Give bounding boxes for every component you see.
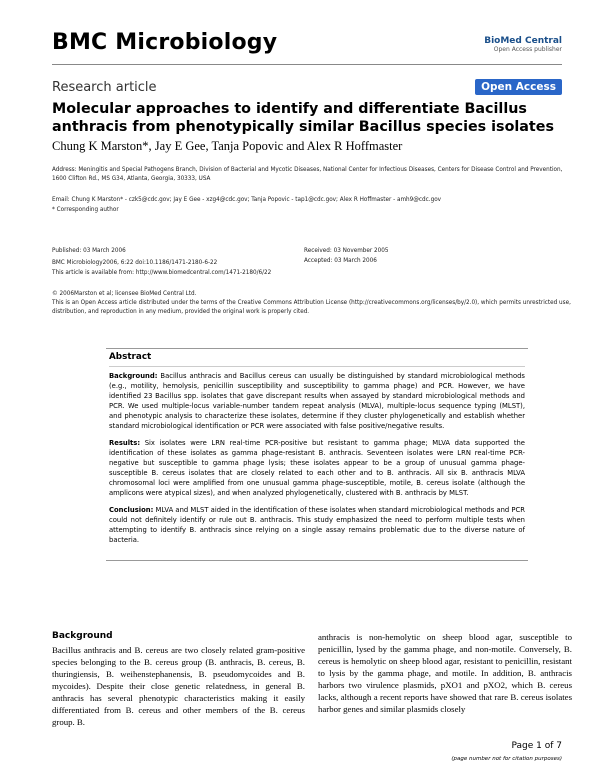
- abstract-heading: Abstract: [109, 352, 525, 367]
- published-date: Published: 03 March 2006: [52, 248, 126, 254]
- abstract-background-label: Background:: [109, 372, 158, 380]
- copyright-line: © 2006Marston et al; licensee BioMed Central Ltd.: [52, 291, 197, 297]
- accepted-date: Accepted: 03 March 2006: [304, 258, 377, 264]
- abstract-background-text: Bacillus anthracis and Bacillus cereus can usually be distinguished by standard microbiological methods (e.g., motility, hemolysis, penicillin susceptibility and susceptibility to gamma phage) and PCR. However, we have identified 23 Bacillus spp. isolates that gave discrepant results when assayed by standard microbiological methods and PCR. We used multiple-locus variable-number tandem repeat analysis (MLVA), multiple-locus sequence typing (MLST), and phenotypic analysis to characterize these isolates, determine if they cluster phylogenetically and establish whether standard microbiological identification or PCR were associated with false positive/negative results.: [109, 372, 525, 430]
- page-number: Page 1 of 7: [511, 741, 562, 751]
- author-list: Chung K Marston*, Jay E Gee, Tanja Popovic and Alex R Hoffmaster: [52, 139, 403, 153]
- abstract-conclusion: [109, 505, 525, 545]
- body-column-right: anthracis is non-hemolytic on sheep blood agar, susceptible to penicillin, lysed by the gamma phage, and non-motile. Conversely, B. cereus is hemolytic on sheep blood agar, resistant to penicillin, resistant to lysis by the gamma phage, and motile. In addition, B. anthracis harbors two virulence plasmids, pXO1 and pXO2, which B. cereus lacks, although a recent reports have showed that rare B. cereus isolates harbor genes and similar plasmids closely: [318, 632, 572, 714]
- received-date: Received: 03 November 2005: [304, 248, 389, 254]
- abstract-results: [109, 438, 525, 498]
- abstract-results-text: Six isolates were LRN real-time PCR-positive but resistant to gamma phage; MLVA data supported the identification of these isolates as gamma phage-resistant B. anthracis. Seventeen isolates were LRN real-time PCR-negative but susceptible to gamma phage lysis; these isolates appear to be a group of unusual gamma phage-susceptible B. cereus isolates that are closely related to each other and to B. anthracis. All six B. anthracis MLVA chromosomal loci were amplified from one unusual gamma phage-susceptible, motile, B. cereus isolate (although the amplicons were atypical sizes), and when analyzed phylogenetically, clustered with B. anthracis by MLST.: [109, 439, 525, 497]
- journal-name: BMC Microbiology: [52, 30, 278, 55]
- publisher-tagline: Open Access publisher: [493, 46, 562, 53]
- license-text: This is an Open Access article distributed under the terms of the Creative Commons Attribution License (http://creativecommons.org/licenses/by/2.0), which permits unrestricted use, distribution, and reproduction in any medium, provided the original work is properly cited.: [52, 300, 571, 315]
- abstract-background: [109, 371, 525, 431]
- publisher-name: BioMed Central: [484, 36, 562, 46]
- page-note: (page number not for citation purposes): [451, 756, 562, 762]
- section-heading-background: Background: [52, 631, 113, 641]
- corresponding-note: * Corresponding author: [52, 207, 119, 213]
- author-emails: Email: Chung K Marston* - czk5@cdc.gov; Jay E Gee - xzg4@cdc.gov; Tanja Popovic - tap1@cdc.gov; Alex R Hoffmaster - amh9@cdc.gov: [52, 197, 442, 203]
- citation: BMC Microbiology2006, 6:22 doi:10.1186/1471-2180-6-22: [52, 260, 218, 266]
- abstract-conclusion-label: Conclusion:: [109, 506, 154, 514]
- article-type: Research article: [52, 80, 157, 95]
- publisher-logo: [484, 36, 562, 53]
- affiliation-address: Address: Meningitis and Special Pathogens Branch, Division of Bacterial and Mycotic Diseases, National Center for Infectious Diseases, Centers for Disease Control and Prevention, 1600 Clifton Rd., MS G34, Atlanta, Georgia, 30333, USA: [52, 167, 563, 182]
- open-access-badge: Open Access: [475, 79, 562, 95]
- abstract-conclusion-text: MLVA and MLST aided in the identification of these isolates when standard microbiological methods and PCR could not definitely identify or rule out B. anthracis. This study emphasized the need to perform multiple tests when attempting to identify B. anthracis since relying on a single assay remains problematic due to the diverse nature of bacteria.: [109, 506, 525, 544]
- article-url[interactable]: This article is available from: http://www.biomedcentral.com/1471-2180/6/22: [52, 270, 272, 276]
- abstract-results-label: Results:: [109, 439, 141, 447]
- body-column-left: Bacillus anthracis and B. cereus are two closely related gram-positive species belonging to the B. cereus group (B. anthracis, B. cereus, B. thuringiensis, B. weihenstephanensis, B. pseudomycoides and B. mycoides). Despite their close genetic relatedness, in general B. anthracis has several phenotypic characteristics making it easily differentiated from B. cereus and other members of the B. cereus group. B.: [52, 645, 305, 727]
- article-title: Molecular approaches to identify and differentiate Bacillus anthracis from phenotypically similar Bacillus species isolates: [52, 101, 554, 135]
- abstract-box: [106, 348, 528, 561]
- header-divider: [52, 64, 562, 65]
